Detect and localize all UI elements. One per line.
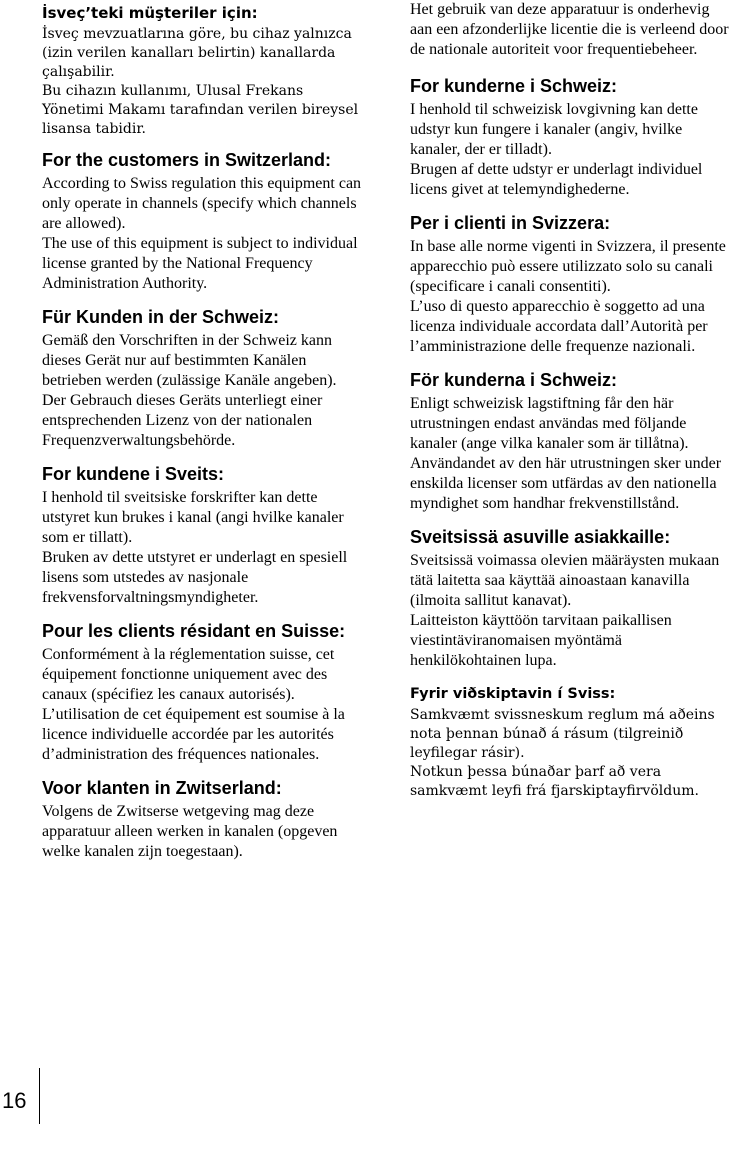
heading-finnish: Sveitsissä asuville asiakkaille: — [410, 527, 671, 547]
heading-danish: For kunderne i Schweiz: — [410, 76, 618, 96]
body-icelandic: Samkvæmt svissneskum reglum má aðeins nota þennan búnað á rásum (tilgreinið leyfilegar rásir). Notkun þessa búnaðar þarf að vera samkvæmt leyfi frá fjarskiptayfirvöldum. — [410, 707, 715, 799]
right-column — [410, 0, 732, 801]
section-swedish — [410, 368, 732, 514]
left-column — [42, 0, 368, 862]
heading-french: Pour les clients résidant en Suisse: — [42, 621, 346, 641]
section-turkish — [42, 4, 368, 139]
heading-english: For the customers in Switzerland: — [42, 150, 332, 170]
body-english: According to Swiss regulation this equipment can only operate in channels (specify which channels are allowed). The use of this equipment is subject to individual license granted by the National Frequency Administration Authority. — [42, 175, 362, 292]
section-norwegian — [42, 462, 368, 608]
section-italian — [410, 211, 732, 357]
body-swedish: Enligt schweizisk lagstiftning får den här utrustningen endast användas med följande kanaler (ange vilka kanaler som är tillåtna). Användandet av den här utrustningen sker under enskilda licenser som utfärdas av den nationella myndighet som handhar frekvenstillstånd. — [410, 395, 722, 512]
section-german — [42, 305, 368, 451]
section-icelandic — [410, 685, 732, 801]
page-divider — [39, 1068, 40, 1124]
body-dutch: Volgens de Zwitserse wetgeving mag deze apparatuur alleen werken in kanalen (opgeven welke kanalen zijn toegestaan). — [42, 803, 338, 860]
section-danish — [410, 74, 732, 200]
body-danish: I henhold til schweizisk lovgivning kan dette udstyr kun fungere i kanaler (angiv, hvilke kanaler, der er tilladt). Brugen af dette udstyr er underlagt individuel licens givet at telemyndighederne. — [410, 101, 703, 198]
heading-swedish: För kunderna i Schweiz: — [410, 370, 618, 390]
section-english — [42, 148, 368, 294]
body-finnish: Sveitsissä voimassa olevien määräysten mukaan tätä laitetta saa käyttää ainoastaan kanavilla (ilmoita sallitut kanavat). Laitteiston käyttöön tarvitaan paikallisen viestintäviranomaisen myöntämä henkilökohtainen lupa. — [410, 552, 720, 669]
heading-italian: Per i clienti in Svizzera: — [410, 213, 611, 233]
heading-german: Für Kunden in der Schweiz: — [42, 307, 280, 327]
page-number: 16 — [2, 1088, 27, 1113]
body-french: Conformément à la réglementation suisse, cet équipement fonctionne uniquement avec des canaux (spécifiez les canaux autorisés). L’utilisation de cet équipement est soumise à la licence individuelle accordée par les autorités d’administration des fréquences nationales. — [42, 646, 345, 763]
body-italian: In base alle norme vigenti in Svizzera, il presente apparecchio può essere utilizzato solo su canali (specificare i canali consentiti). L’uso di questo apparecchio è soggetto ad una licenza individuale accordata dall’Autorità per l’amministrazione delle frequenze nazionali. — [410, 238, 726, 355]
body-german: Gemäß den Vorschriften in der Schweiz kann dieses Gerät nur auf bestimmten Kanälen betrieben werden (zulässige Kanäle angeben). Der Gebrauch dieses Geräts unterliegt einer entsprechenden Lizenz von der nationalen Frequenzverwaltungsbehörde. — [42, 332, 337, 449]
section-finnish — [410, 525, 732, 671]
section-french — [42, 619, 368, 765]
body-norwegian: I henhold til sveitsiske forskrifter kan dette utstyret kun brukes i kanal (angi hvilke kanaler som er tillatt). Bruken av dette utstyret er underlagt en spesiell lisens som utstedes av nasjonale frekvensforvaltningsmyndigheter. — [42, 489, 348, 606]
heading-norwegian: For kundene i Sveits: — [42, 464, 225, 484]
heading-turkish: İsveç’teki müşteriler için: — [42, 4, 258, 22]
heading-dutch: Voor klanten in Zwitserland: — [42, 778, 282, 798]
section-dutch — [42, 776, 368, 862]
body-dutch-continued: Het gebruik van deze apparatuur is onderhevig aan een afzonderlijke licentie die is verleend door de nationale autoriteit voor frequentiebeheer. — [410, 1, 729, 58]
body-turkish: İsveç mevzuatlarına göre, bu cihaz yalnızca (izin verilen kanalları belirtin) kanallarda çalışabilir. Bu cihazın kullanımı, Ulusal Frekans Yönetimi Makamı tarafından verilen bireysel lisansa tabidir. — [42, 26, 359, 137]
heading-icelandic: Fyrir viðskiptavin í Sviss: — [410, 686, 616, 702]
